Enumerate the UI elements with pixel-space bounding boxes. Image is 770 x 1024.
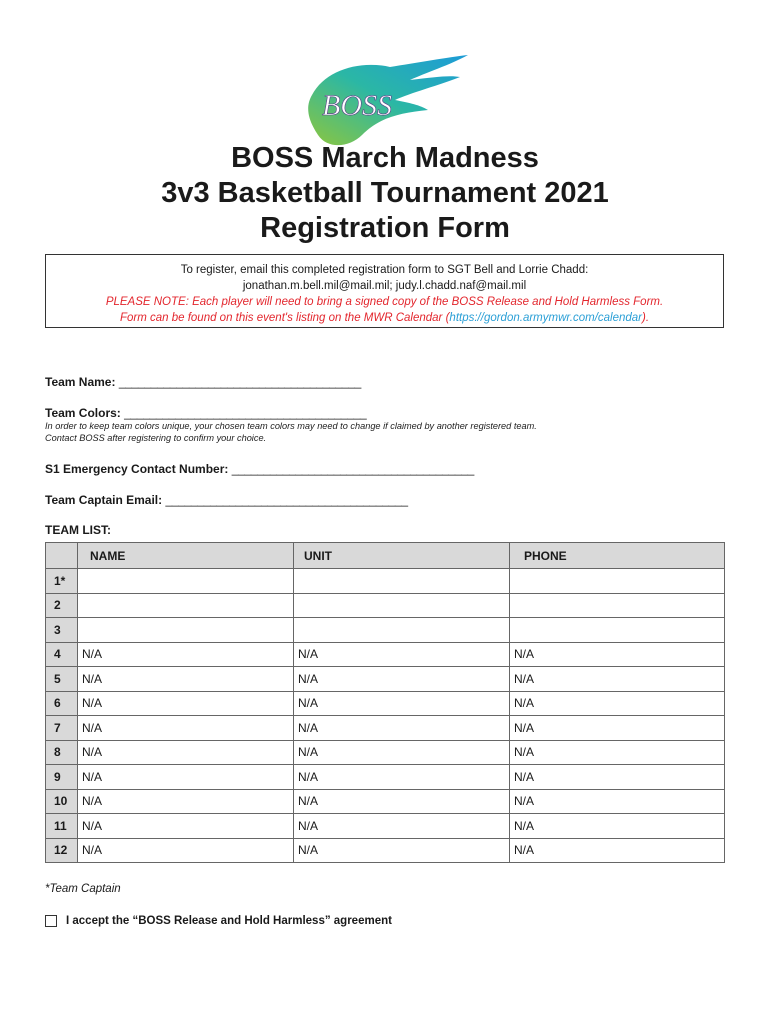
name-cell[interactable]: N/A: [78, 740, 294, 765]
phone-cell[interactable]: N/A: [510, 667, 725, 692]
unit-cell[interactable]: [294, 569, 510, 594]
unit-cell[interactable]: N/A: [294, 814, 510, 839]
title-line-2: 3v3 Basketball Tournament 2021: [161, 177, 609, 209]
name-cell[interactable]: N/A: [78, 765, 294, 790]
unit-cell[interactable]: N/A: [294, 691, 510, 716]
calendar-note-pre: Form can be found on this event's listing on the MWR Calendar (: [119, 312, 450, 324]
row-number: 12: [46, 838, 78, 863]
phone-cell[interactable]: N/A: [510, 740, 725, 765]
boss-logo: [300, 55, 470, 150]
row-number: 4: [46, 642, 78, 667]
table-row: [46, 667, 725, 692]
table-row: [46, 569, 725, 594]
row-number: 2: [46, 593, 78, 618]
table-header-row: [46, 543, 725, 569]
phone-cell[interactable]: [510, 569, 725, 594]
row-number: 3: [46, 618, 78, 643]
name-cell[interactable]: N/A: [78, 667, 294, 692]
colors-hint-line-2: Contact BOSS after registering to confirm your choice.: [45, 433, 267, 443]
info-box: [45, 254, 724, 328]
header-phone: PHONE: [510, 543, 725, 569]
calendar-note-post: ).: [642, 312, 650, 324]
phone-cell[interactable]: N/A: [510, 814, 725, 839]
phone-cell[interactable]: [510, 618, 725, 643]
title-line-3: Registration Form: [260, 212, 510, 244]
title-line-1: BOSS March Madness: [231, 142, 539, 174]
unit-cell[interactable]: N/A: [294, 716, 510, 741]
calendar-note: [46, 310, 723, 326]
name-cell[interactable]: N/A: [78, 642, 294, 667]
phone-cell[interactable]: N/A: [510, 642, 725, 667]
emergency-contact-field[interactable]: [45, 462, 474, 476]
table-row: [46, 765, 725, 790]
row-number: 11: [46, 814, 78, 839]
team-name-label: Team Name:: [45, 375, 116, 389]
phone-cell[interactable]: N/A: [510, 765, 725, 790]
phone-cell[interactable]: N/A: [510, 789, 725, 814]
captain-email-line[interactable]: ______________________________________: [165, 493, 408, 507]
unit-cell[interactable]: N/A: [294, 765, 510, 790]
emergency-contact-line[interactable]: ______________________________________: [231, 462, 474, 476]
phone-cell[interactable]: N/A: [510, 716, 725, 741]
unit-cell[interactable]: N/A: [294, 667, 510, 692]
name-cell[interactable]: [78, 593, 294, 618]
name-cell[interactable]: N/A: [78, 789, 294, 814]
team-list-label: TEAM LIST:: [45, 523, 111, 537]
colors-hint-line-1: In order to keep team colors unique, your chosen team colors may need to change if claimed by another registered team.: [45, 421, 537, 431]
table-row: [46, 593, 725, 618]
calendar-link[interactable]: https://gordon.armymwr.com/calendar: [449, 312, 643, 324]
name-cell[interactable]: N/A: [78, 814, 294, 839]
accept-agreement[interactable]: [45, 915, 392, 927]
name-cell[interactable]: N/A: [78, 838, 294, 863]
captain-email-label: Team Captain Email:: [45, 493, 163, 507]
row-number: 10: [46, 789, 78, 814]
table-row: [46, 618, 725, 643]
phone-cell[interactable]: N/A: [510, 838, 725, 863]
captain-email-field[interactable]: [45, 493, 408, 507]
table-row: [46, 789, 725, 814]
team-colors-line[interactable]: ______________________________________: [124, 406, 367, 420]
emergency-contact-label: S1 Emergency Contact Number:: [45, 462, 229, 476]
row-number: 8: [46, 740, 78, 765]
name-cell[interactable]: N/A: [78, 716, 294, 741]
table-row: [46, 838, 725, 863]
team-colors-field[interactable]: [45, 406, 366, 420]
name-cell[interactable]: N/A: [78, 691, 294, 716]
header-name: NAME: [78, 543, 294, 569]
accept-checkbox[interactable]: [45, 915, 57, 927]
team-name-line[interactable]: ______________________________________: [118, 375, 362, 389]
team-name-field[interactable]: [45, 375, 361, 389]
unit-cell[interactable]: N/A: [294, 838, 510, 863]
row-number: 5: [46, 667, 78, 692]
table-row: [46, 814, 725, 839]
row-number: 9: [46, 765, 78, 790]
unit-cell[interactable]: N/A: [294, 740, 510, 765]
row-number: 6: [46, 691, 78, 716]
name-cell[interactable]: [78, 569, 294, 594]
phone-cell[interactable]: N/A: [510, 691, 725, 716]
unit-cell[interactable]: N/A: [294, 642, 510, 667]
captain-footnote: *Team Captain: [45, 883, 121, 895]
accept-label: I accept the “BOSS Release and Hold Harmless” agreement: [66, 915, 392, 927]
name-cell[interactable]: [78, 618, 294, 643]
logo-text: BOSS: [322, 89, 392, 122]
table-row: [46, 691, 725, 716]
unit-cell[interactable]: N/A: [294, 789, 510, 814]
row-number: 7: [46, 716, 78, 741]
header-unit: UNIT: [294, 543, 510, 569]
table-row: [46, 740, 725, 765]
release-note: PLEASE NOTE: Each player will need to bring a signed copy of the BOSS Release and Hold Harmless Form.: [105, 296, 664, 308]
table-row: [46, 642, 725, 667]
team-colors-label: Team Colors:: [45, 406, 121, 420]
info-line-1: To register, email this completed registration form to SGT Bell and Lorrie Chadd:: [180, 264, 589, 276]
team-colors-hint: [45, 420, 537, 444]
phone-cell[interactable]: [510, 593, 725, 618]
row-number: 1*: [46, 569, 78, 594]
table-row: [46, 716, 725, 741]
team-list-table: [45, 542, 725, 863]
page-title: [0, 141, 770, 246]
header-number: [46, 543, 78, 569]
info-emails: jonathan.m.bell.mil@mail.mil; judy.l.chadd.naf@mail.mil: [242, 280, 527, 292]
unit-cell[interactable]: [294, 593, 510, 618]
unit-cell[interactable]: [294, 618, 510, 643]
